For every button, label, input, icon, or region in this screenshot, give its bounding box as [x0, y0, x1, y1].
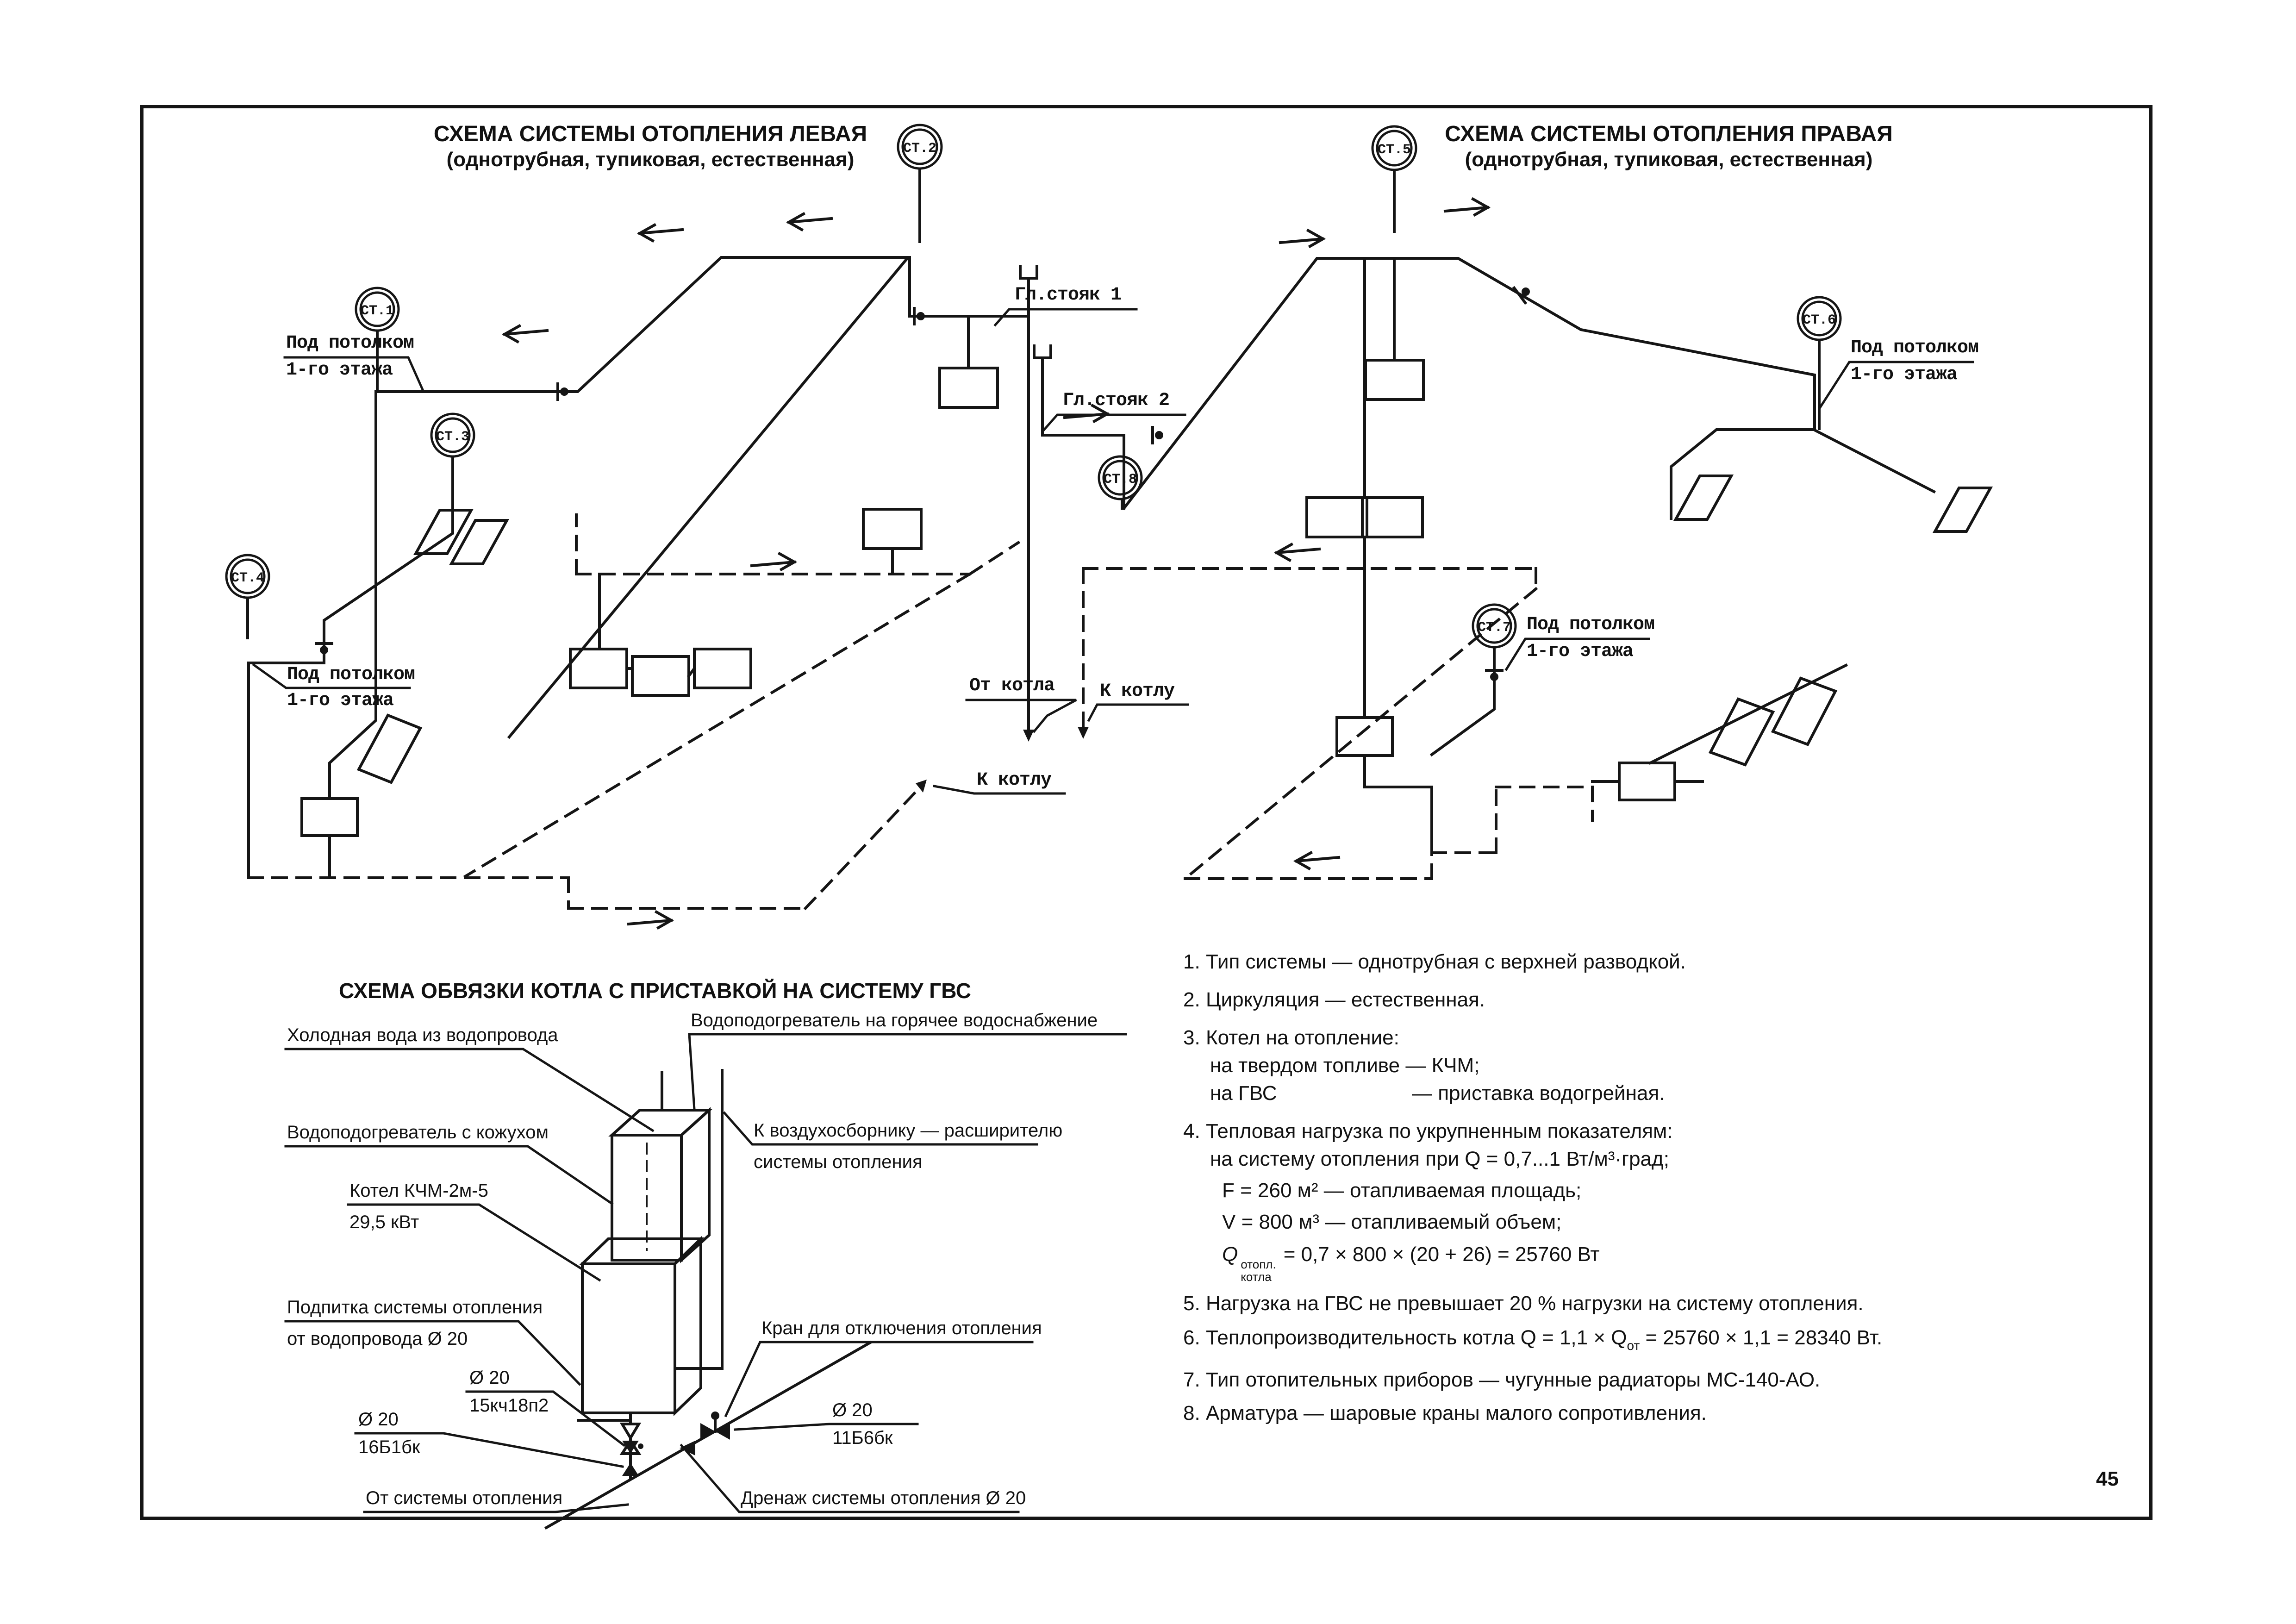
page-number: 45	[2096, 1468, 2119, 1490]
ceiling-label-line2: 1-го этажа	[286, 360, 393, 381]
radiator-iso	[359, 715, 420, 782]
note-3-sub1: на твердом топливе — КЧМ;	[1210, 1054, 1480, 1077]
main-riser-2-label: Гл.стояк 2	[1063, 390, 1170, 411]
riser-badge-st1	[356, 288, 399, 331]
radiator	[1619, 763, 1675, 800]
right-scheme-radiators	[1307, 360, 1990, 800]
riser2-open-pipe	[1034, 346, 1051, 358]
note-2: 2. Циркуляция — естественная.	[1183, 988, 1485, 1011]
ceiling-label-line2: 1-го этажа	[287, 690, 394, 711]
svg-text:СТ.8: СТ.8	[1103, 472, 1137, 487]
specification-notes	[1183, 948, 2104, 1427]
right-scheme-pipes	[1122, 258, 1934, 852]
ball-valve-symbol	[700, 1423, 715, 1440]
ceiling-label: Под потолком	[1527, 614, 1655, 635]
radiator	[1366, 360, 1423, 400]
d20-label: Ø 20	[358, 1409, 399, 1430]
radiator-iso	[1935, 488, 1990, 531]
to-boiler-left-arrowhead	[916, 780, 927, 793]
boiler-side	[675, 1239, 701, 1413]
from-boiler-arrowhead	[1023, 730, 1034, 742]
air-collector-label-2: системы отопления	[754, 1152, 923, 1172]
radiator	[694, 649, 751, 688]
radiator	[1307, 498, 1362, 537]
radiator	[863, 509, 921, 549]
right-scheme-title	[1435, 121, 1903, 172]
left-title-line2: (однотрубная, тупиковая, естественная)	[446, 148, 855, 171]
jacket-label: Водоподогреватель с кожухом	[287, 1122, 549, 1143]
radiator	[302, 799, 357, 836]
from-heating-label: От системы отопления	[366, 1488, 563, 1508]
ceiling-label: Под потолком	[1851, 337, 1979, 358]
note-4-sub3: V = 800 м³ — отапливаемый объем;	[1222, 1211, 1562, 1233]
makeup-label-1: Подпитка системы отопления	[287, 1297, 543, 1318]
svg-text:СТ.7: СТ.7	[1477, 620, 1511, 636]
riser-badge-st2	[898, 125, 942, 169]
d20-label: Ø 20	[469, 1368, 510, 1388]
radiator-iso	[416, 510, 471, 554]
left-scheme-valves	[316, 308, 923, 653]
left-title-line1: СХЕМА СИСТЕМЫ ОТОПЛЕНИЯ ЛЕВАЯ	[433, 122, 867, 146]
svg-text:СТ.6: СТ.6	[1802, 312, 1836, 328]
check-valve-symbol	[622, 1463, 639, 1476]
note-5: 5. Нагрузка на ГВС не превышает 20 % нагрузки на систему отопления.	[1183, 1292, 1864, 1315]
hw-heater-label: Водоподогреватель на горячее водоснабжение	[691, 1010, 1098, 1031]
ceiling-label-line2: 1-го этажа	[1851, 364, 1958, 385]
svg-text:СТ.4: СТ.4	[231, 570, 265, 586]
right-title-line1: СХЕМА СИСТЕМЫ ОТОПЛЕНИЯ ПРАВАЯ	[1445, 122, 1893, 146]
note-6: 6. Теплопроизводительность котла $Q = 1,1 \times Q_{от} = 25760 \times 1,1 = 28340$ Вт.	[1183, 1326, 1883, 1353]
riser-badge-st5	[1373, 126, 1416, 170]
radiator	[1337, 718, 1392, 756]
riser-badge-st6	[1798, 297, 1841, 340]
main-riser-1-label: Гл.стояк 1	[1015, 285, 1122, 306]
note-7: 7. Тип отопительных приборов — чугунные радиаторы МС-140-АО.	[1183, 1368, 1821, 1391]
boiler-front	[582, 1264, 675, 1413]
radiator-iso	[1676, 476, 1731, 519]
valve-15kch18p2-label: 15кч18п2	[469, 1395, 549, 1416]
riser-badge-st8	[1099, 456, 1142, 499]
main-risers	[920, 169, 1394, 742]
d20-label: Ø 20	[832, 1400, 873, 1420]
riser-badge-st3	[431, 414, 474, 456]
svg-text:СТ.5: СТ.5	[1377, 142, 1411, 158]
note-3-sub2: на ГВС — приставка водогрейная.	[1210, 1082, 1665, 1105]
to-boiler-right-arrowhead	[1078, 727, 1089, 739]
center-leaders	[934, 309, 1188, 793]
radiator-iso	[1710, 699, 1773, 765]
right-title-line2: (однотрубная, тупиковая, естественная)	[1465, 148, 1873, 171]
radiator	[1367, 498, 1423, 537]
boiler-power-label: 29,5 кВт	[349, 1212, 419, 1232]
left-scheme-title	[417, 121, 884, 172]
boiler-model-label: Котел КЧМ-2м-5	[349, 1181, 488, 1201]
svg-text:СТ.3: СТ.3	[436, 429, 470, 445]
svg-text:СТ.2: СТ.2	[903, 141, 937, 156]
note-4-sub1: на систему отопления при Q = 0,7...1 Вт/м³·град;	[1210, 1148, 1669, 1170]
ceiling-label-line2: 1-го этажа	[1527, 641, 1634, 662]
riser-badges	[226, 125, 1841, 647]
makeup-label-2: от водопровода Ø 20	[287, 1329, 468, 1349]
note-1: 1. Тип системы — однотрубная с верхней разводкой.	[1183, 950, 1686, 973]
boiler-scheme-title: СХЕМА ОБВЯЗКИ КОТЛА С ПРИСТАВКОЙ НА СИСТЕМУ ГВС	[338, 979, 971, 1003]
valve-symbol	[622, 1424, 639, 1438]
note-4-sub2: F = 260 м² — отапливаемая площадь;	[1222, 1179, 1582, 1202]
note-4: 4. Тепловая нагрузка по укрупненным показателям:	[1183, 1120, 1673, 1143]
valve-16b1bk-label: 16Б1бк	[358, 1437, 420, 1457]
note-4-formula: Q отопл. котла = 0,7 × 800 × (20 + 26) = 25760 Вт	[1222, 1243, 1600, 1284]
to-boiler-left-label: К котлу	[977, 770, 1052, 791]
radiator-iso	[1773, 678, 1835, 744]
note-3: 3. Котел на отопление:	[1183, 1026, 1399, 1049]
note-8: 8. Арматура — шаровые краны малого сопротивления.	[1183, 1402, 1707, 1424]
svg-text:СТ.1: СТ.1	[360, 303, 394, 319]
riser-badge-st4	[226, 555, 269, 598]
radiator	[632, 656, 689, 695]
ceiling-label: Под потолком	[287, 664, 415, 685]
shutoff-valve-label: Кран для отключения отопления	[761, 1318, 1042, 1338]
drain-label: Дренаж системы отопления Ø 20	[741, 1488, 1026, 1508]
riser-badge-st7	[1473, 605, 1516, 647]
radiator-iso	[451, 520, 507, 564]
from-boiler-label: От котла	[969, 675, 1055, 696]
air-collector-label-1: К воздухосборнику — расширителю	[754, 1120, 1063, 1141]
radiator	[940, 368, 998, 407]
to-boiler-right-label: К котлу	[1100, 681, 1175, 702]
ceiling-label: Под потолком	[286, 333, 414, 354]
valve-11b6bk-label: 11Б6бк	[832, 1428, 893, 1448]
riser1-open-pipe	[1020, 266, 1037, 278]
cold-water-label: Холодная вода из водопровода	[287, 1025, 558, 1045]
